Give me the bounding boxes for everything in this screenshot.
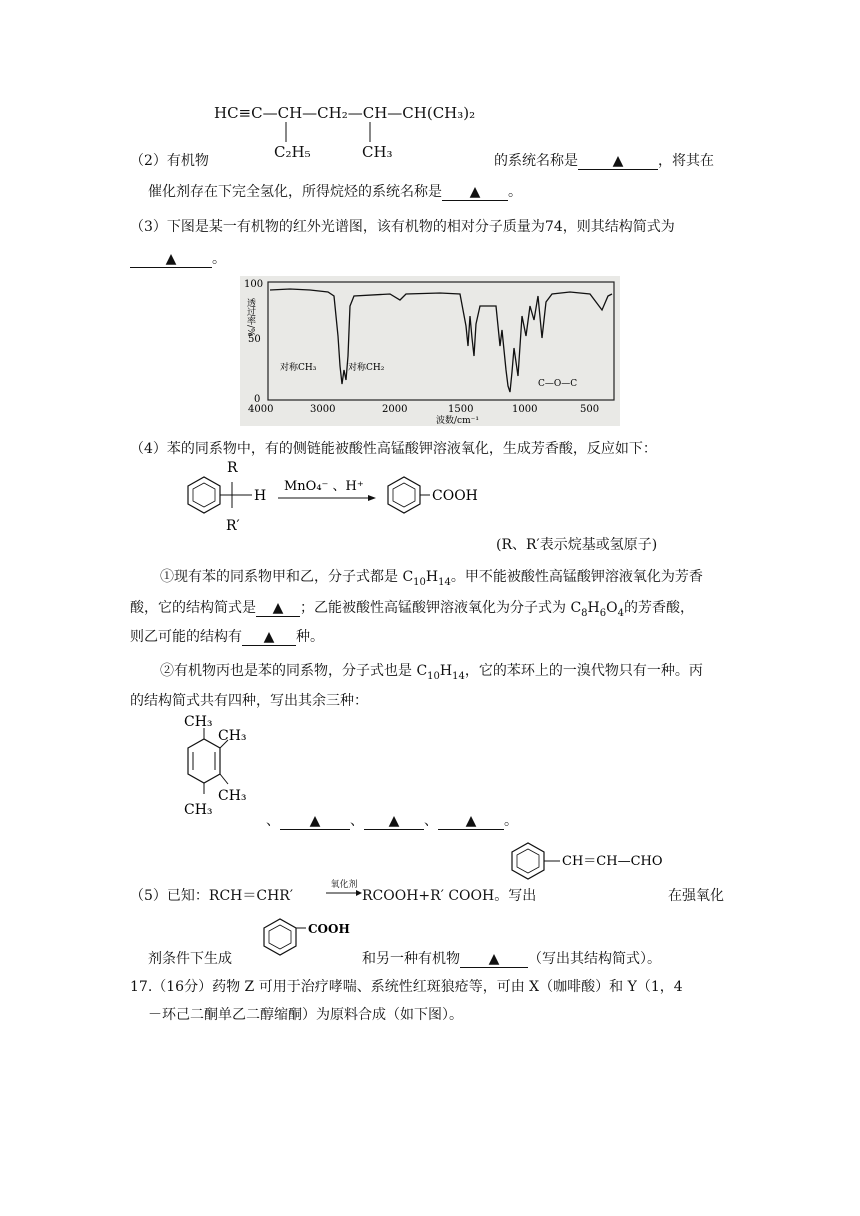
q2-answer-blank-1[interactable]: ▲ bbox=[578, 153, 658, 170]
ir-xtick-3000: 3000 bbox=[310, 404, 336, 415]
ir-annot-coc: C—O—C bbox=[538, 379, 578, 389]
q4-r-label: R bbox=[227, 460, 238, 476]
ir-xtick-4000: 4000 bbox=[248, 404, 274, 415]
cinnamaldehyde-structure bbox=[504, 838, 704, 888]
ir-ylabel: 透过率/% bbox=[245, 298, 255, 337]
q2-line1-b: 的系统名称是 ▲ ，将其在 bbox=[494, 153, 714, 169]
ir-ytick-50: 50 bbox=[248, 334, 261, 345]
benzoic-acid-structure bbox=[258, 914, 358, 960]
q4-note: (R、R′表示烷基或氢原子) bbox=[496, 537, 658, 553]
ir-ytick-0: 0 bbox=[254, 394, 261, 405]
q4-p2-answers: 、 ▲ 、 ▲ 、 ▲ 。 bbox=[266, 813, 518, 829]
q4-p1-line2: 酸，它的结构简式是 ▲ ；乙能被酸性高锰酸钾溶液氧化为分子式为 $C_8H_6O_4$的芳香酸， bbox=[130, 600, 694, 619]
ir-xtick-1000: 1000 bbox=[512, 404, 538, 415]
tetramethylbenzene-structure bbox=[172, 708, 272, 820]
q5-line1-c: 在强氧化 bbox=[668, 888, 724, 904]
q4-answer-blank-4[interactable]: ▲ bbox=[364, 813, 424, 830]
q4-product-cooh: COOH bbox=[432, 488, 478, 504]
ir-xtick-1500: 1500 bbox=[448, 404, 474, 415]
ir-xtick-2000: 2000 bbox=[382, 404, 408, 415]
ch3-bottom: CH₃ bbox=[184, 802, 213, 818]
ch3-upper-right: CH₃ bbox=[218, 728, 247, 744]
cinnamaldehyde-chain: CH＝CH—CHO bbox=[562, 854, 663, 869]
q4-p2-line2: 的结构简式共有四种，写出其余三种： bbox=[130, 693, 368, 709]
q4-p1-line1: ①现有苯的同系物甲和乙，分子式都是 $C_{10}H_{14}$。甲不能被酸性高锰酸钾溶液氧化为芳香 bbox=[160, 569, 703, 588]
q2-line1: （2）有机物 bbox=[130, 153, 209, 169]
q3-line1: （3）下图是某一有机物的红外光谱图，该有机物的相对分子质量为74，则其结构简式为 bbox=[130, 219, 675, 235]
ir-xlabel: 波数/cm⁻¹ bbox=[436, 416, 479, 426]
q17-line1: 17.（16分）药物 Z 可用于治疗哮喘、系统性红斑狼疮等，可由 X（咖啡酸）和 Y（1，4 bbox=[130, 979, 683, 995]
q3-answer-blank[interactable]: ▲ bbox=[130, 251, 212, 268]
q4-line1: （4）苯的同系物中，有的侧链能被酸性高锰酸钾溶液氧化，生成芳香酸，反应如下： bbox=[130, 441, 657, 457]
q2-sub-ethyl: C₂H₅ bbox=[274, 143, 311, 161]
q4-p2-line1: ②有机物丙也是苯的同系物，分子式也是 $C_{10}H_{14}$，它的苯环上的一溴代物只有一种。丙 bbox=[160, 663, 703, 682]
q4-reagent: MnO₄⁻ 、H⁺ bbox=[284, 479, 364, 494]
q2-line2: 催化剂存在下完全氢化，所得烷烃的系统名称是 ▲ 。 bbox=[148, 184, 522, 200]
ir-ytick-100: 100 bbox=[244, 279, 264, 290]
ch3-top: CH₃ bbox=[184, 714, 213, 730]
ir-xtick-500: 500 bbox=[580, 404, 600, 415]
q5-line2: 剂条件下生成 bbox=[148, 951, 232, 967]
q5-reagent-arrow: 氧化剂 bbox=[326, 877, 362, 896]
q5-line1: （5）已知：RCH＝CHR′ bbox=[130, 888, 294, 904]
ir-spectrum-figure bbox=[240, 276, 620, 426]
ch3-lower-right: CH₃ bbox=[218, 788, 247, 804]
ir-annot-ch3: 对称CH₃ bbox=[280, 363, 317, 373]
q5-answer-blank[interactable]: ▲ bbox=[460, 951, 528, 968]
q3-line2: ▲ 。 bbox=[130, 248, 226, 268]
q4-answer-blank-5[interactable]: ▲ bbox=[438, 813, 504, 830]
ir-annot-ch2: 对称CH₂ bbox=[348, 363, 385, 373]
q5-line2-b: 和另一种有机物 ▲ （写出其结构简式）。 bbox=[362, 951, 661, 967]
q2-formula-top: HC≡C—CH—CH₂—CH—CH(CH₃)₂ bbox=[214, 104, 476, 122]
q4-reaction-scheme bbox=[168, 458, 528, 548]
benzoic-acid-cooh: COOH bbox=[308, 922, 350, 936]
q17-line2: －环己二酮单乙二醇缩酮）为原料合成（如下图）。 bbox=[148, 1007, 463, 1023]
q4-p1-line3: 则乙可能的结构有 ▲ 种。 bbox=[130, 629, 324, 645]
q4-answer-blank-2[interactable]: ▲ bbox=[242, 629, 296, 646]
q4-r2-label: R′ bbox=[226, 518, 240, 534]
q4-h-label: H bbox=[254, 488, 267, 504]
q2-sub-methyl: CH₃ bbox=[362, 143, 393, 161]
q2-answer-blank-2[interactable]: ▲ bbox=[442, 184, 508, 201]
q5-line1-b: RCOOH+R′ COOH。写出 bbox=[362, 888, 537, 904]
q4-answer-blank-1[interactable]: ▲ bbox=[256, 600, 300, 617]
q4-answer-blank-3[interactable]: ▲ bbox=[280, 813, 350, 830]
